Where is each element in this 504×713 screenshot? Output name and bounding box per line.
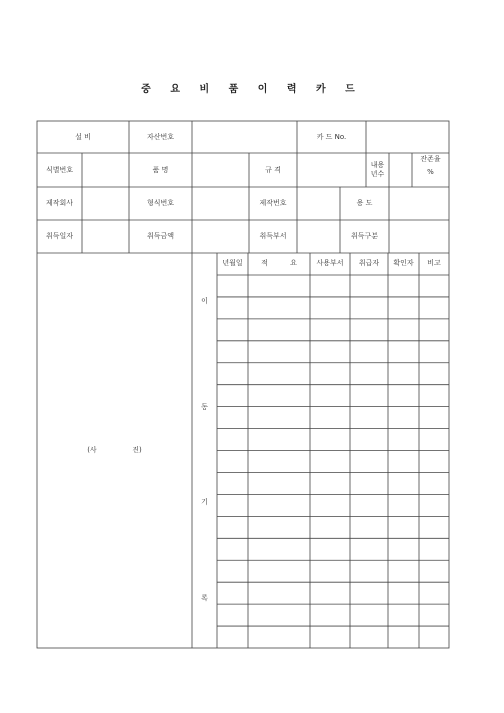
history-char-4: 록 (201, 594, 208, 602)
serial-no-label: 제작번호 (259, 199, 287, 207)
service-life-line2: 년수 (370, 170, 385, 178)
history-char-1: 이 (201, 297, 208, 305)
service-life-label (366, 161, 389, 179)
acq-type-label: 취득구분 (350, 232, 379, 240)
acq-date-label: 취득일자 (45, 232, 74, 240)
card-title: 중 요 비 품 이 력 카 드 (141, 84, 363, 95)
col-date-header: 년월일 (222, 259, 243, 267)
asset-no-label: 자산번호 (146, 133, 175, 141)
maker-label: 제작회사 (45, 199, 74, 207)
residual-rate-line2: % (427, 168, 434, 176)
history-char-2: 동 (201, 403, 208, 411)
residual-rate-label (412, 155, 449, 177)
usage-label: 용 도 (356, 199, 373, 207)
col-remarks-header: 비고 (427, 259, 441, 267)
service-life-line1: 내용 (370, 161, 385, 169)
id-no-label: 식별번호 (45, 166, 74, 174)
model-no-label: 형식번호 (146, 199, 175, 207)
equipment-label: 설 비 (75, 133, 91, 141)
spec-label: 규 격 (265, 166, 281, 174)
acq-dept-label: 취득부서 (259, 232, 287, 240)
photo-label: (사 진) (87, 446, 142, 454)
residual-rate-line1: 잔존율 (420, 155, 441, 163)
col-dept-header: 사용부서 (316, 259, 344, 267)
acq-amount-label: 취득금액 (146, 232, 175, 240)
col-summary-header: 적 요 (261, 259, 297, 267)
col-confirmer-header: 확인자 (393, 259, 414, 267)
item-name-label: 품 명 (152, 166, 169, 174)
history-char-3: 기 (201, 498, 208, 506)
col-handler-header: 취급자 (358, 259, 380, 267)
card-no-label: 카 드 No. (316, 133, 347, 141)
